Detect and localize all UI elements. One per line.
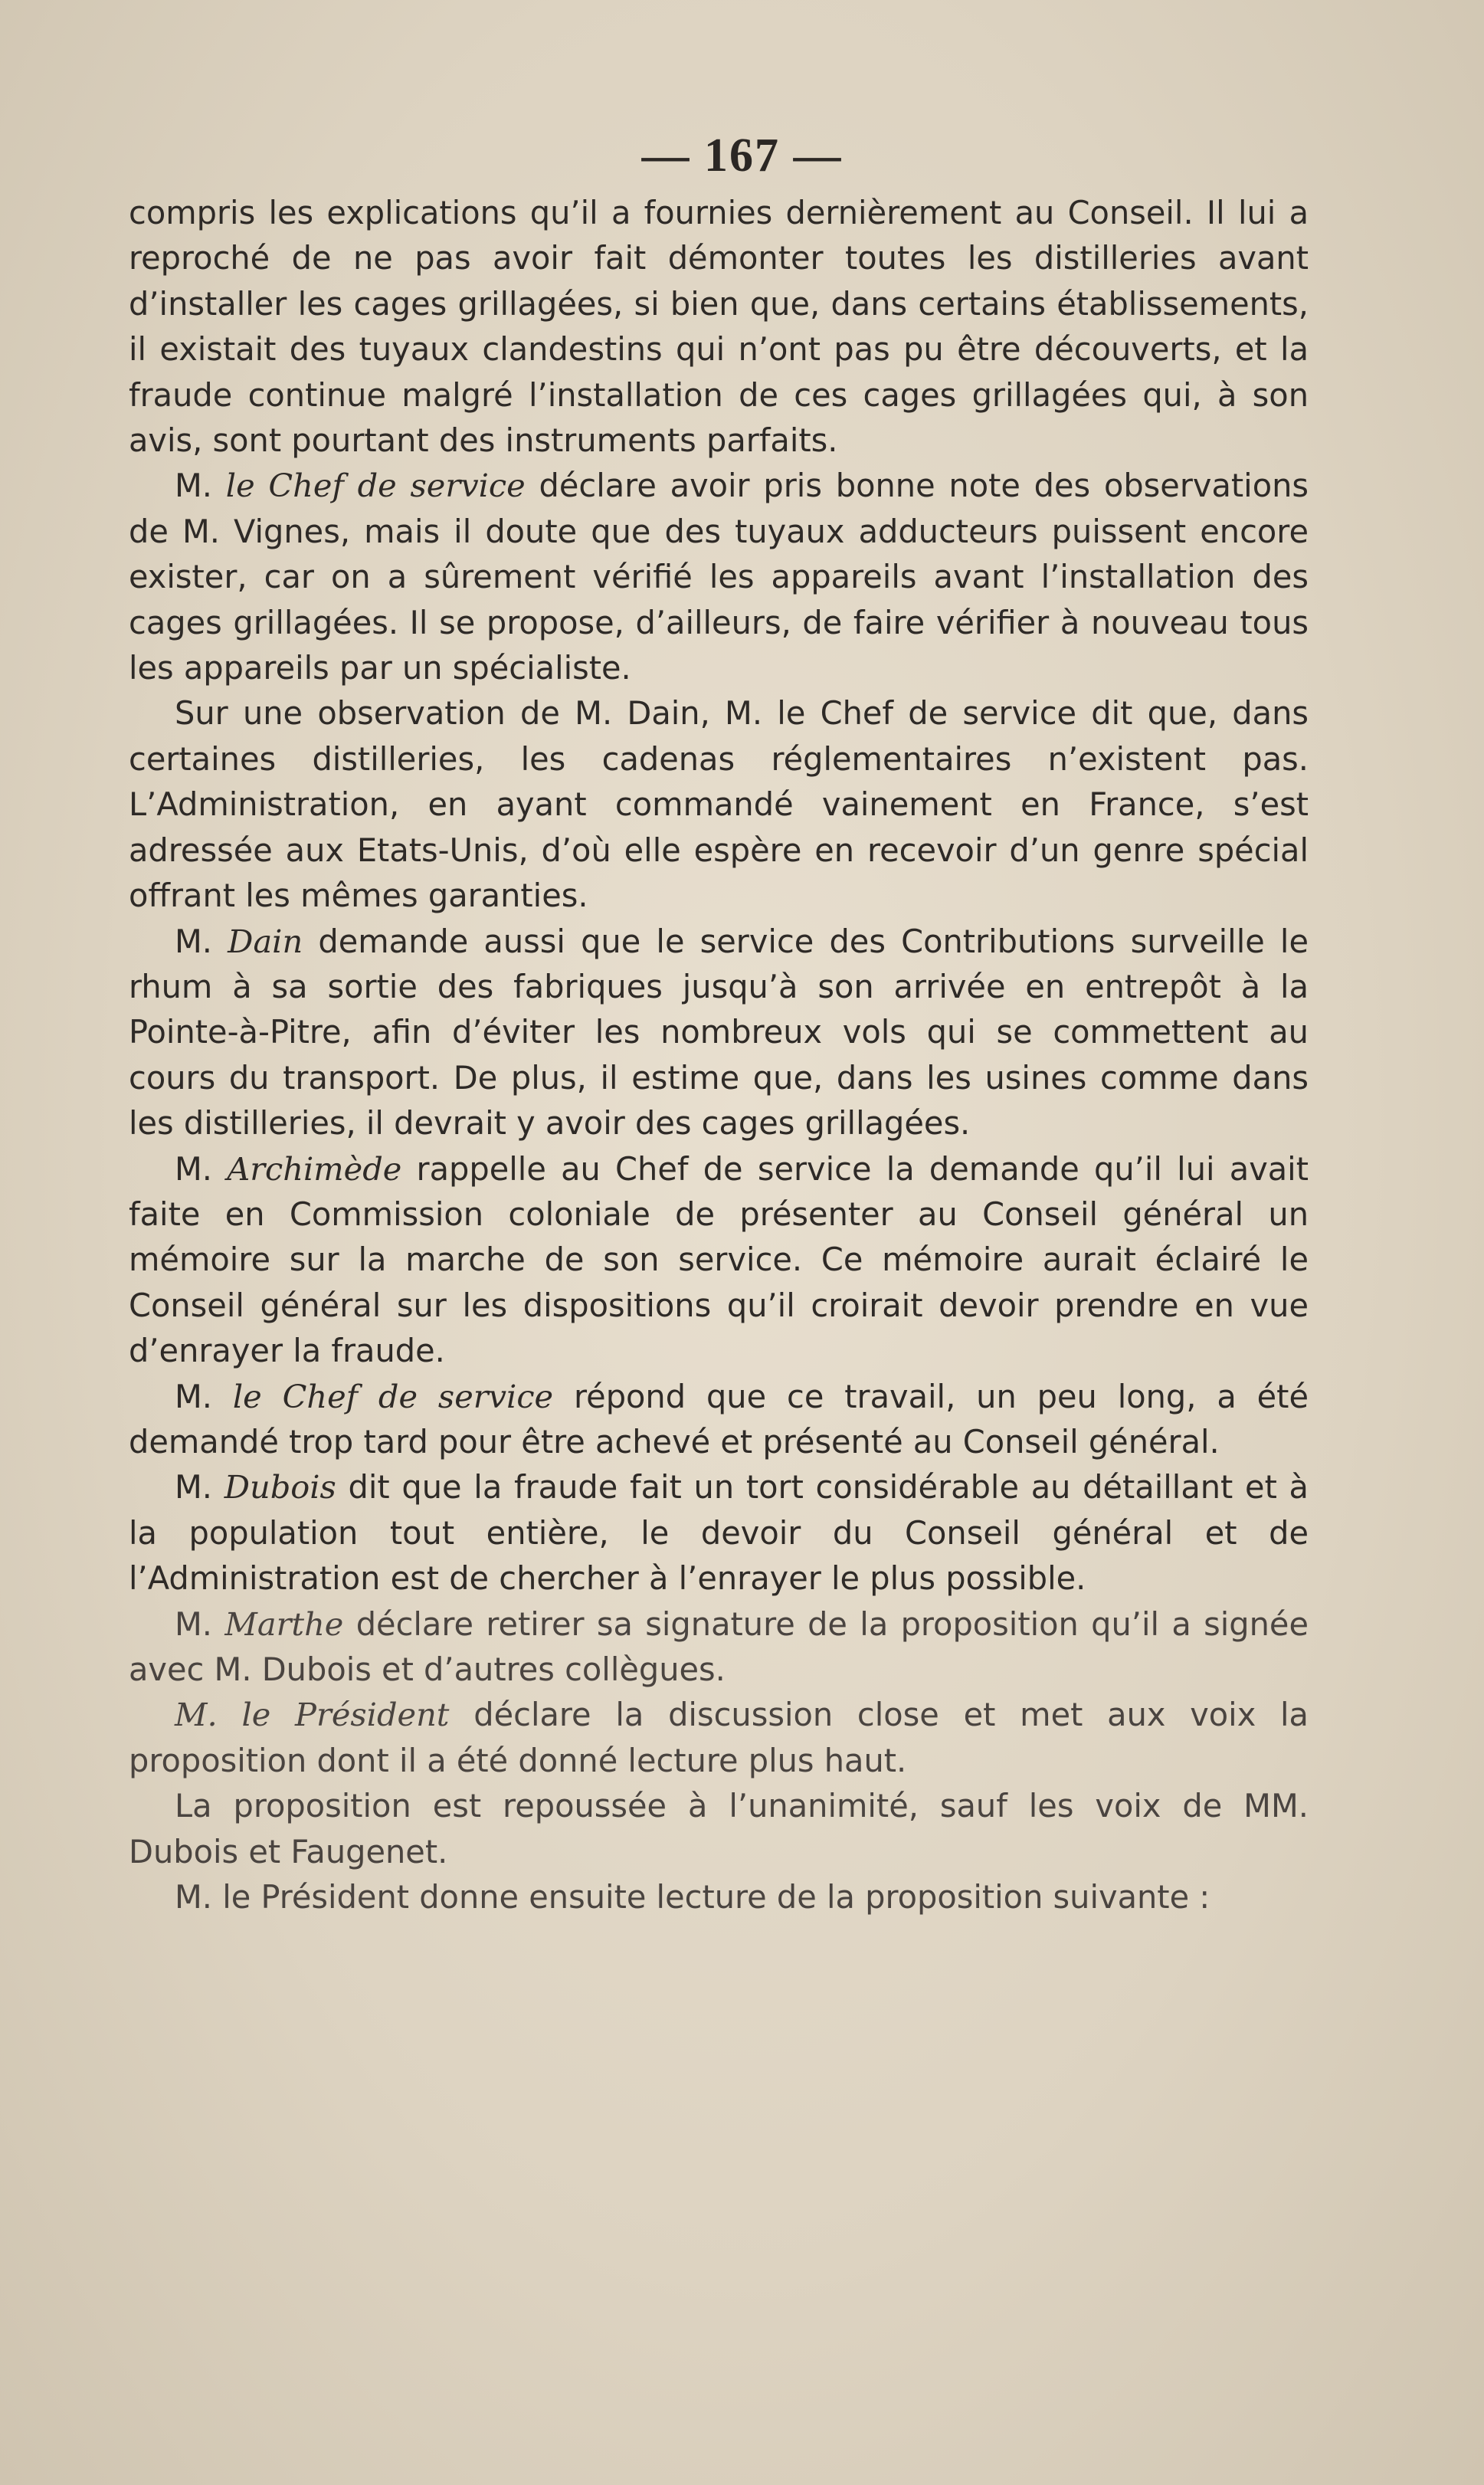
paragraph-text: Sur une observation de M. Dain, M. le Chef de service dit que, dans certaines distilleries, les cadenas réglementaires n’existent pas. L’Administration, en ayant commandé vainement en France, s’est adressée aux Etats-Unis, d’où elle espère en recevoir d’un genre spécial offrant les mêmes garanties. [129,694,1309,915]
paragraph-text: demande aussi que le service des Contributions surveille le rhum à sa sortie des fabriques jusqu’à son arrivée en entrepôt à la Pointe-à-Pitre, afin d’éviter les nombreux vols qui se commettent au cours du transport. De plus, il estime que, dans les usines comme dans les distilleries, il devrait y avoir des cages grillagées. [129,922,1309,1143]
paragraph-text: déclare avoir pris bonne note des observations de M. Vignes, mais il doute que des tuyaux adducteurs puissent encore exister, car on a sûrement vérifié les appareils avant l’installation des cages grillagées. Il se propose, d’ailleurs, de faire vérifier à nouveau tous les appareils par un spécialiste. [129,467,1309,687]
paragraph-marthe [129,1601,1309,1693]
paragraph-text: dit que la fraude fait un tort considérable au détaillant et à la population tout entière, le devoir du Conseil général et de l’Administration est de chercher à l’enrayer le plus possible. [129,1468,1309,1598]
paragraph-text: M. le Président donne ensuite lecture de la proposition suivante : [175,1878,1210,1916]
page-number: — 167 — [641,129,843,182]
speaker-name: Dubois [224,1468,336,1506]
speaker-name: Archimède [227,1149,402,1188]
paragraph-cadenas [129,690,1309,918]
speaker-prefix: M. [175,1377,233,1415]
paragraph-dubois [129,1464,1309,1601]
paragraph-chef-service-vignes [129,463,1309,690]
paragraph-archimede [129,1146,1309,1374]
paragraph-vote-result [129,1783,1309,1874]
paragraph-continuation [129,190,1309,463]
paragraph-text: rappelle au Chef de service la demande qu’il lui avait faite en Commission coloniale de présenter au Conseil général un mémoire sur la marche de son service. Ce mémoire aurait éclairé le Conseil général sur les dispositions qu’il croirait devoir prendre en vue d’enrayer la fraude. [129,1149,1309,1370]
speaker-name: M. le Président [175,1696,450,1734]
paragraph-next-proposal [129,1874,1309,1919]
speaker-prefix: M. [175,467,226,505]
paragraph-text: déclare la discussion close et met aux voix la proposition dont il a été donné lecture plus haut. [129,1696,1309,1779]
speaker-name: Dain [228,922,303,960]
paragraph-chef-service-reply [129,1374,1309,1465]
speaker-prefix: M. [175,1149,228,1188]
paragraph-dain [129,919,1309,1146]
body-text [129,190,1309,1919]
paragraph-text: compris les explications qu’il a fournies dernièrement au Conseil. Il lui a reproché de ne pas avoir fait démonter toutes les distilleries avant d’installer les cages grillagées, si bien que, dans certains établissements, il existait des tuyaux clandestins qui n’ont pas pu être découverts, et la fraude continue malgré l’installation de ces cages grillagées qui, à son avis, sont pourtant des instruments parfaits. [129,194,1309,460]
speaker-name: Marthe [224,1605,344,1643]
speaker-name: le Chef de service [232,1377,554,1415]
speaker-prefix: M. [175,922,228,960]
paragraph-text: répond que ce travail, un peu long, a été demandé trop tard pour être achevé et présenté au Conseil général. [129,1377,1309,1461]
speaker-prefix: M. [175,1468,224,1506]
paragraph-text: déclare retirer sa signature de la proposition qu’il a signée avec M. Dubois et d’autres collègues. [129,1605,1309,1688]
paragraph-president-vote [129,1692,1309,1783]
speaker-prefix: M. [175,1605,225,1643]
speaker-name: le Chef de service [225,467,526,505]
paragraph-text: La proposition est repoussée à l’unanimité, sauf les voix de MM. Dubois et Faugenet. [129,1787,1309,1870]
